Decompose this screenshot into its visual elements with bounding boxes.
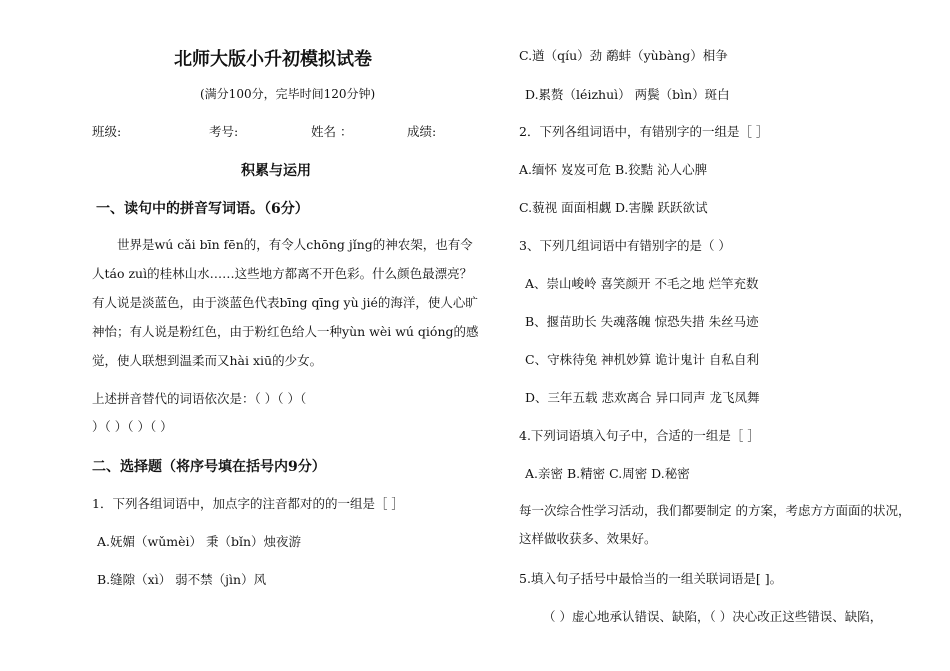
q1-paragraph: 世界是wú cǎi bīn fēn的，有令人chōng jǐng的神农架，也有令人táo zuì的桂林山水……这些地方都离不开色彩。什么颜色最漂亮？有人说是淡蓝色，由于淡蓝色代表bīng qīng yù jié的海洋，使人心旷神怡；有人说是粉红色，由于粉红色给人一种yùn wèi wú qióng的感觉，使人联想到温柔而又hài xiū的少女。 xyxy=(92,237,479,368)
q2-1-option-c: C.遒（qíu）劲 鹬蚌（yùbàng）相争 xyxy=(519,48,728,63)
q3-option-a: A、崇山峻岭 喜笑颜开 不毛之地 烂竿充数 xyxy=(525,276,759,291)
q1-heading: 一、读句中的拼音写词语。（6分） xyxy=(96,201,309,217)
q3-option-d: D、三年五载 悲欢离合 异口同声 龙飞凤舞 xyxy=(525,390,760,405)
section-title: 积累与运用 xyxy=(241,163,311,179)
q3-option-b: B、揠苗助长 失魂落魄 惊恐失措 朱丝马迹 xyxy=(525,314,759,329)
q2-1-option-b: B.缝隙（xì） 弱不禁（jìn）风 xyxy=(97,572,267,587)
info-name: 姓名 ： xyxy=(311,124,353,139)
q4-sentence: 每一次综合性学习活动，我们都要制定 的方案，考虑方方面面的状况，这样做收获多、效果好。 xyxy=(519,503,911,546)
exam-title: 北师大版小升初模拟试卷 xyxy=(174,49,372,70)
q4-question: 4.下列词语填入句子中，合适的一组是［ ］ xyxy=(519,428,760,443)
q2-heading: 二、选择题（将序号填在括号内9分） xyxy=(92,459,326,475)
q2-1-option-d: D.累赘（léizhuì） 两鬓（bìn）斑白 xyxy=(525,87,730,102)
q4-options: A.亲密 B.精密 C.周密 D.秘密 xyxy=(525,466,690,481)
q5-question: 5.填入句子括号中最恰当的一组关联词语是[ ]。 xyxy=(519,571,783,586)
exam-subtitle: (满分100分，完毕时间120分钟) xyxy=(200,87,376,101)
info-class: 班级: xyxy=(92,124,122,139)
q2-1-question: 1．下列各组词语中，加点字的注音都对的的一组是［ ］ xyxy=(92,496,404,511)
q1-answer-line1: 上述拼音替代的词语依次是：（ ）（ ）（ xyxy=(92,391,307,406)
q2-1-option-a: A.妩媚（wǔmèi） 秉（bǐn）烛夜游 xyxy=(97,534,302,549)
info-score: 成绩: xyxy=(407,124,437,139)
q3-option-c: C、守株待兔 神机妙算 诡计鬼计 自私自利 xyxy=(525,352,759,367)
q3-question: 3、下列几组词语中有错别字的是（ ） xyxy=(519,238,731,253)
q2-2-question: 2．下列各组词语中，有错别字的一组是［ ］ xyxy=(519,124,769,139)
q2-2-options-ab: A.缅怀 岌岌可危 B.狡黠 沁人心脾 xyxy=(519,162,708,177)
q5-sentence: （ ）虚心地承认错误、缺陷，（ ）决心改正这些错误、缺陷， xyxy=(543,609,883,624)
info-number: 考号: xyxy=(209,124,239,139)
q1-answer-line2: ）（ ）（ ）（ ） xyxy=(92,419,173,434)
q2-2-options-cd: C.藐视 面面相觑 D.害臊 跃跃欲试 xyxy=(519,200,708,215)
